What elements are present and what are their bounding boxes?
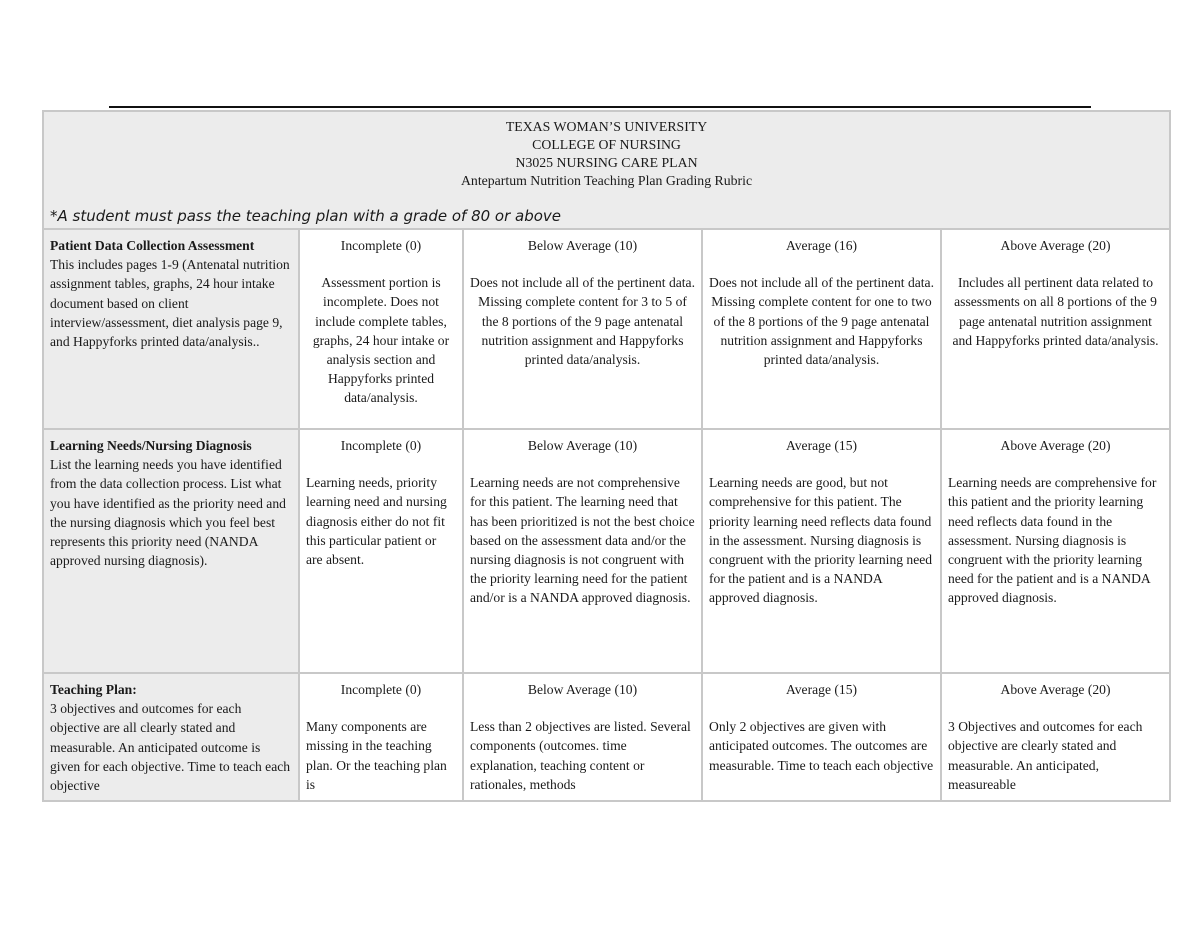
- score-level: Above Average (20): [1000, 438, 1111, 453]
- score-cell-incomplete: [299, 229, 463, 429]
- criterion-cell: [43, 673, 299, 801]
- passing-grade-note: *A student must pass the teaching plan with a grade of 80 or above: [50, 207, 562, 225]
- college-name: COLLEGE OF NURSING: [532, 137, 681, 152]
- score-level: Incomplete (0): [340, 682, 422, 697]
- university-name: TEXAS WOMAN’S UNIVERSITY: [505, 119, 708, 134]
- criterion-description: List the learning needs you have identified from the data collection process. List what you have identified as the priority need and the nursing diagnosis which you feel best represents this priority need (NANDA approved nursing diagnosis).: [50, 457, 286, 569]
- score-cell-average: [702, 229, 941, 429]
- score-description: Learning needs, priority learning need and nursing diagnosis either do not fit this particular patient or are absent.: [306, 475, 447, 568]
- top-rule: [109, 106, 1091, 108]
- rubric-row-teaching-plan: [43, 673, 1170, 801]
- score-level: Average (15): [785, 438, 858, 453]
- rubric-header: [43, 111, 1170, 229]
- score-cell-below-average: [463, 429, 702, 673]
- criterion-cell: [43, 429, 299, 673]
- score-cell-incomplete: [299, 673, 463, 801]
- criterion-description: 3 objectives and outcomes for each objective are all clearly stated and measurable. An anticipated outcome is given for each objective. Time to teach each objective: [50, 701, 291, 794]
- rubric-row-patient-data: [43, 229, 1170, 429]
- score-description: Does not include all of the pertinent data. Missing complete content for one to two of the 8 portions of the 9 page antenatal nutrition assignment and Happyforks printed data/analysis.: [709, 275, 934, 368]
- score-level: Above Average (20): [1000, 238, 1111, 253]
- score-cell-average: [702, 429, 941, 673]
- score-cell-below-average: [463, 673, 702, 801]
- score-description: Many components are missing in the teaching plan. Or the teaching plan is: [306, 719, 447, 792]
- score-level: Average (15): [785, 682, 858, 697]
- score-level: Average (16): [785, 238, 858, 253]
- rubric-row-learning-needs: [43, 429, 1170, 673]
- score-description: Learning needs are comprehensive for this patient and the priority learning need reflects data found in the assessment. Nursing diagnosis is congruent with the priority learning need for the patient and is a NANDA approved diagnosis.: [948, 475, 1157, 606]
- criterion-title: Learning Needs/Nursing Diagnosis: [50, 438, 252, 453]
- grading-rubric-table: [42, 110, 1171, 802]
- score-description: Learning needs are not comprehensive for this patient. The learning need that has been prioritized is not the best choice based on the assessment data and/or the nursing diagnosis is not congruent with the priority learning need for the patient and/or is a NANDA approved diagnosis.: [470, 475, 695, 606]
- rubric-header-row: [43, 111, 1170, 229]
- criterion-title: Patient Data Collection Assessment: [50, 238, 255, 253]
- criterion-description: This includes pages 1-9 (Antenatal nutrition assignment tables, graphs, 24 hour intake document based on client interview/assessment, diet analysis page 9, and Happyforks printed data/analysis..: [50, 257, 290, 350]
- score-level: Incomplete (0): [340, 238, 422, 253]
- score-description: Learning needs are good, but not comprehensive for this patient. The priority learning need reflects data found in the assessment. Nursing diagnosis is congruent with the priority learning need for the patient and is a NANDA approved diagnosis.: [709, 475, 933, 606]
- score-description: Includes all pertinent data related to assessments on all 8 portions of the 9 page antenatal nutrition assignment and Happyforks printed data/analysis.: [952, 275, 1159, 348]
- score-description: 3 Objectives and outcomes for each objective are clearly stated and measurable. An anticipated, measureable: [948, 719, 1143, 792]
- score-level: Below Average (10): [527, 438, 638, 453]
- score-cell-above-average: [941, 673, 1170, 801]
- score-cell-incomplete: [299, 429, 463, 673]
- score-description: Only 2 objectives are given with anticipated outcomes. The outcomes are measurable. Time to teach each objective: [709, 719, 934, 773]
- score-level: Above Average (20): [1000, 682, 1111, 697]
- score-description: Does not include all of the pertinent data. Missing complete content for 3 to 5 of the 8 portions of the 9 page antenatal nutrition assignment and Happyforks printed data/analysis.: [470, 275, 695, 368]
- rubric-title-block: [50, 118, 1163, 190]
- score-cell-above-average: [941, 429, 1170, 673]
- score-level: Below Average (10): [527, 682, 638, 697]
- criterion-cell: [43, 229, 299, 429]
- course-title: N3025 NURSING CARE PLAN: [515, 155, 698, 170]
- criterion-title: Teaching Plan:: [50, 682, 137, 697]
- score-description: Less than 2 objectives are listed. Several components (outcomes. time explanation, teaching content or rationales, methods: [470, 719, 691, 792]
- score-cell-above-average: [941, 229, 1170, 429]
- score-level: Incomplete (0): [340, 438, 422, 453]
- score-level: Below Average (10): [527, 238, 638, 253]
- rubric-title: Antepartum Nutrition Teaching Plan Grading Rubric: [460, 173, 753, 188]
- score-description: Assessment portion is incomplete. Does not include complete tables, graphs, 24 hour intake or analysis section and Happyforks printed data/analysis.: [312, 275, 450, 406]
- score-cell-below-average: [463, 229, 702, 429]
- score-cell-average: [702, 673, 941, 801]
